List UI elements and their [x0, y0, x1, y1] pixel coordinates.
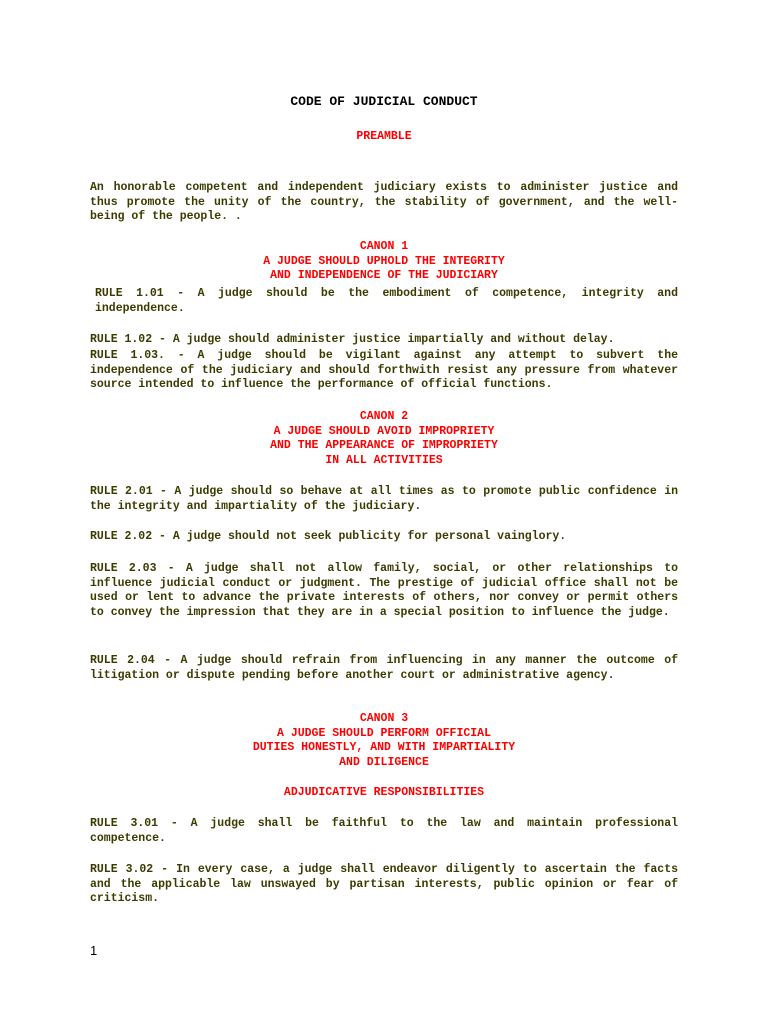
- canon-3-title-line-1: A JUDGE SHOULD PERFORM OFFICIAL: [277, 726, 491, 740]
- canon-2-heading: [0, 410, 768, 469]
- canon-2-title-line-2: AND THE APPEARANCE OF IMPROPRIETY: [270, 439, 498, 453]
- rule-2-03: RULE 2.03 - A judge shall not allow family, social, or other relationships to influence judicial conduct or judgment. The prestige of judicial office shall not be used or lent to advance the private interests of others, nor convey or permit others to convey the impression that they are in a special position to influence the judge.: [90, 562, 678, 620]
- rule-2-02: RULE 2.02 - A judge should not seek publicity for personal vainglory.: [90, 530, 567, 543]
- rule-3-02: RULE 3.02 - In every case, a judge shall endeavor diligently to ascertain the facts and the applicable law unswayed by partisan interests, public opinion or fear of criticism.: [90, 863, 678, 906]
- page-number: 1: [90, 943, 98, 958]
- canon-2-number: CANON 2: [359, 410, 409, 423]
- canon-1-heading: [0, 240, 768, 284]
- canon-3-number: CANON 3: [359, 712, 409, 725]
- rule-1-01: RULE 1.01 - A judge should be the embodiment of competence, integrity and independence.: [95, 287, 678, 315]
- rule-3-01: RULE 3.01 - A judge shall be faithful to the law and maintain professional competence.: [90, 817, 678, 845]
- adjudicative-heading: ADJUDICATIVE RESPONSIBILITIES: [283, 786, 485, 799]
- canon-3-heading: [0, 712, 768, 771]
- canon-3-title-line-3: AND DILIGENCE: [339, 756, 429, 770]
- rule-1-03: RULE 1.03. - A judge should be vigilant against any attempt to subvert the independence of the judiciary and should forthwith resist any pressure from whatever source intended to influence the performance of official functions.: [90, 349, 678, 392]
- canon-3-title-line-2: DUTIES HONESTLY, AND WITH IMPARTIALITY: [252, 741, 516, 755]
- canon-2-title-line-1: A JUDGE SHOULD AVOID IMPROPRIETY: [273, 424, 495, 438]
- canon-2-title-line-3: IN ALL ACTIVITIES: [325, 454, 443, 468]
- rule-2-01: RULE 2.01 - A judge should so behave at all times as to promote public confidence in the integrity and impartiality of the judiciary.: [90, 485, 678, 513]
- preamble-paragraph: An honorable competent and independent judiciary exists to administer justice and thus promote the unity of the country, the stability of government, and the well-being of the people. .: [90, 181, 678, 224]
- document-title: CODE OF JUDICIAL CONDUCT: [290, 94, 478, 109]
- canon-1-title-line-1: A JUDGE SHOULD UPHOLD THE INTEGRITY: [263, 254, 505, 268]
- rule-2-04: RULE 2.04 - A judge should refrain from influencing in any manner the outcome of litigation or dispute pending before another court or administrative agency.: [90, 654, 678, 682]
- preamble-heading: PREAMBLE: [356, 130, 412, 143]
- rule-1-02: RULE 1.02 - A judge should administer justice impartially and without delay.: [90, 333, 615, 346]
- canon-1-number: CANON 1: [359, 240, 409, 253]
- canon-1-title-line-2: AND INDEPENDENCE OF THE JUDICIARY: [270, 269, 498, 283]
